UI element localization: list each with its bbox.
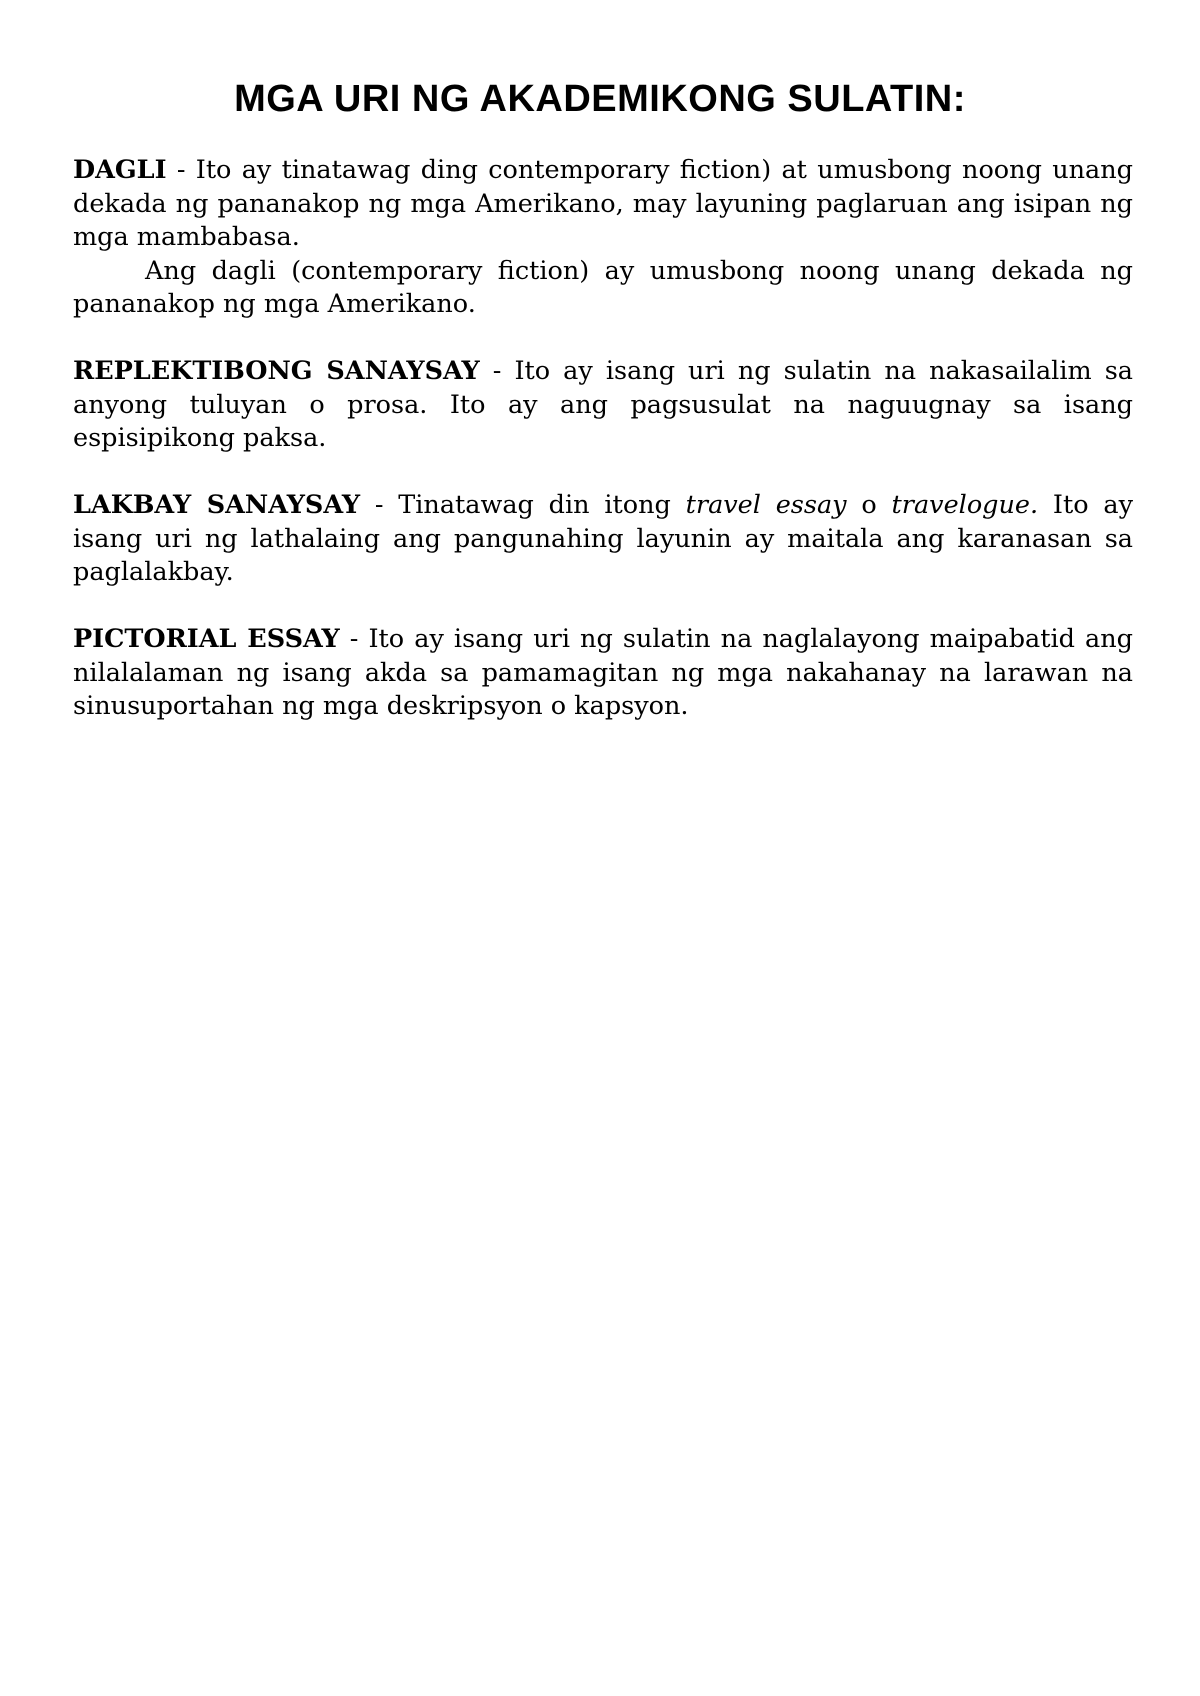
entry-definition: - Ito ay isang uri ng sulatin na naglalayong maipabatid ang nilalalaman ng isang akda sa pamamagitan ng mga nakahanay na larawan na sinusuportahan ng mga deskripsyon o kapsyon.	[73, 624, 1133, 721]
entry-paragraph	[73, 154, 1133, 255]
entry-definition: Ito ay isang uri ng lathalaing ang pangunahing layunin ay maitala ang karanasan sa paglalakbay.	[73, 490, 1133, 587]
italic-term: travel essay	[685, 490, 847, 520]
italic-term: travelogue.	[891, 490, 1039, 520]
entry-term: DAGLI	[73, 155, 167, 185]
document-body	[73, 154, 1133, 757]
entry-paragraph: Ang dagli (contemporary fiction) ay umusbong noong unang dekada ng pananakop ng mga Amerikano.	[73, 255, 1133, 319]
entry-term: PICTORIAL ESSAY	[73, 624, 340, 654]
entry-definition: - Ito ay tinatawag ding contemporary fiction) at umusbong noong unang dekada ng pananakop ng mga Amerikano, may layuning paglaruan ang isipan ng mga mambabasa.	[73, 155, 1133, 252]
entry-pictorial-essay	[73, 623, 1133, 724]
entry-definition: - Tinatawag din itong	[360, 490, 686, 520]
entry-paragraph	[73, 355, 1133, 456]
entry-term: LAKBAY SANAYSAY	[73, 490, 361, 520]
entry-lakbay-sanaysay	[73, 489, 1133, 590]
entry-definition: o	[846, 490, 892, 520]
entry-definition: - Ito ay isang uri ng sulatin na nakasailalim sa anyong tuluyan o prosa. Ito ay ang pagsusulat na naguugnay sa isang espisipikong paksa.	[73, 356, 1133, 453]
page-title: MGA URI NG AKADEMIKONG SULATIN:	[234, 78, 966, 120]
entry-dagli	[73, 154, 1133, 322]
entry-paragraph	[73, 489, 1133, 590]
entry-paragraph	[73, 623, 1133, 724]
entry-replektibong-sanaysay	[73, 355, 1133, 456]
entry-term: REPLEKTIBONG SANAYSAY	[73, 356, 480, 386]
